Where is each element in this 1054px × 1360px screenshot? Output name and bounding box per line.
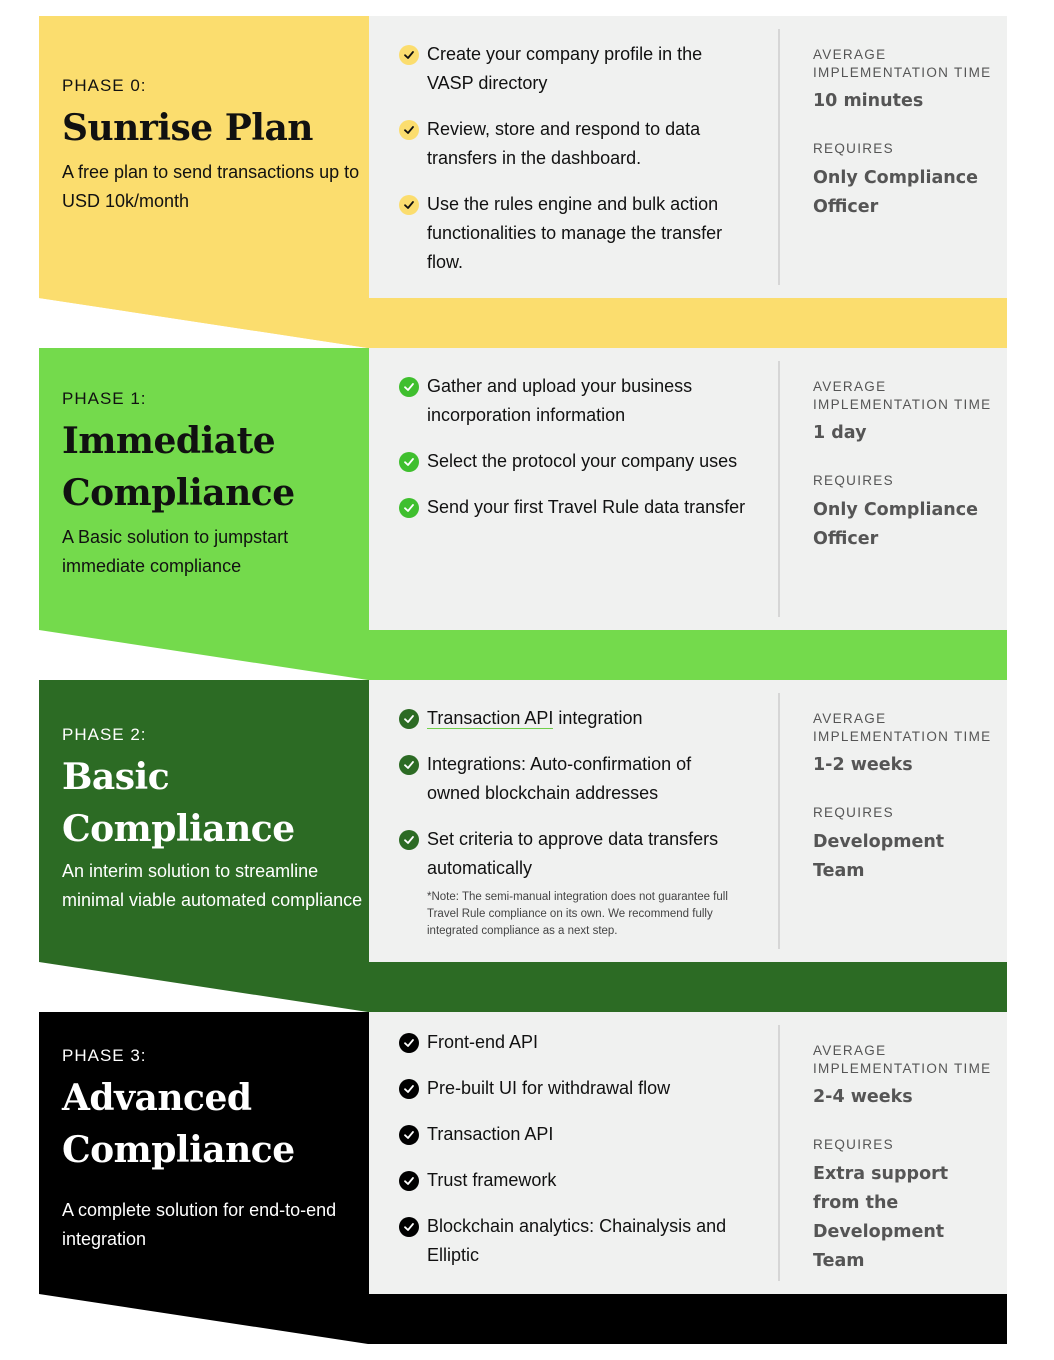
avg-time-value: 1-2 weeks <box>813 755 913 775</box>
check-icon <box>399 755 419 775</box>
transaction-api-link[interactable]: Transaction API <box>427 708 554 728</box>
phase-0-section <box>39 16 1007 348</box>
avg-time-label: AVERAGE IMPLEMENTATION TIME <box>813 711 992 744</box>
task-item <box>399 447 749 476</box>
task-item <box>399 40 749 98</box>
requires-label: REQUIRES <box>813 1137 894 1152</box>
avg-time-label: AVERAGE IMPLEMENTATION TIME <box>813 1043 992 1076</box>
task-text: Set criteria to approve data transfers automatically <box>427 829 719 878</box>
phase-1-section <box>39 348 1007 680</box>
task-text <box>427 704 642 733</box>
task-item <box>399 750 749 808</box>
check-icon <box>399 195 419 215</box>
phase-title <box>62 415 369 519</box>
check-icon <box>399 1171 419 1191</box>
requires-value: Development Team <box>813 831 945 881</box>
task-text: Transaction API <box>427 1124 554 1144</box>
task-list <box>399 40 749 294</box>
phase-3-details <box>369 1012 1007 1294</box>
avg-time-value: 10 minutes <box>813 91 924 111</box>
task-item <box>399 1212 749 1270</box>
check-icon <box>399 1079 419 1099</box>
phase-label: PHASE 1: <box>62 389 147 408</box>
task-text: Front-end API <box>427 1032 539 1052</box>
phase-label: PHASE 2: <box>62 725 147 744</box>
avg-time-label: AVERAGE IMPLEMENTATION TIME <box>813 47 992 80</box>
task-text-rest: integration <box>553 708 643 728</box>
phase-subtitle: An interim solution to streamline minimal viable automated compliance <box>62 861 363 910</box>
phase-0-details <box>369 16 1007 298</box>
phase-title <box>62 102 369 154</box>
phase-title-line: Immediate <box>62 420 276 462</box>
requires-label: REQUIRES <box>813 805 894 820</box>
phase-title <box>62 751 369 855</box>
check-icon <box>399 1217 419 1237</box>
phase-subtitle: A free plan to send transactions up to USD 10k/month <box>62 162 360 211</box>
phase-meta <box>813 46 993 222</box>
phase-1-header <box>39 348 369 630</box>
task-text: Select the protocol your company uses <box>427 451 738 471</box>
task-text: Gather and upload your business incorporation information <box>427 376 693 425</box>
phase-label: PHASE 3: <box>62 1046 147 1065</box>
phase-2-taper <box>39 962 1007 1012</box>
check-icon <box>399 1033 419 1053</box>
avg-time-value: 1 day <box>813 423 867 443</box>
phase-meta <box>813 378 993 554</box>
check-icon <box>399 452 419 472</box>
task-item <box>399 1166 749 1195</box>
phase-title-line: Sunrise Plan <box>62 107 313 149</box>
phase-title-line: Compliance <box>62 808 295 850</box>
task-item <box>399 704 749 733</box>
phase-1-details <box>369 348 1007 630</box>
task-item <box>399 115 749 173</box>
column-divider <box>778 361 780 617</box>
task-list <box>399 372 749 539</box>
avg-time-value: 2-4 weeks <box>813 1087 913 1107</box>
phase-subtitle: A complete solution for end-to-end integration <box>62 1200 337 1249</box>
check-icon <box>399 377 419 397</box>
task-list <box>399 1028 749 1287</box>
phase-0-header <box>39 16 369 298</box>
phase-0-taper <box>39 298 1007 348</box>
task-item <box>399 1028 749 1057</box>
phase-subtitle: A Basic solution to jumpstart immediate compliance <box>62 527 289 576</box>
column-divider <box>778 693 780 949</box>
task-list <box>399 704 749 940</box>
task-text: Blockchain analytics: Chainalysis and Elliptic <box>427 1216 727 1265</box>
task-text: Use the rules engine and bulk action functionalities to manage the transfer flow. <box>427 194 723 272</box>
task-item <box>399 825 749 883</box>
requires-label: REQUIRES <box>813 141 894 156</box>
phase-title-line: Advanced <box>62 1077 252 1119</box>
check-icon <box>399 830 419 850</box>
task-text: Pre-built UI for withdrawal flow <box>427 1078 671 1098</box>
requires-value: Only Compliance Officer <box>813 499 978 549</box>
check-icon <box>399 498 419 518</box>
phase-2-section <box>39 680 1007 1012</box>
task-text: Review, store and respond to data transfers in the dashboard. <box>427 119 701 168</box>
column-divider <box>778 29 780 285</box>
task-text: Trust framework <box>427 1170 557 1190</box>
phase-3-section <box>39 1012 1007 1344</box>
task-item <box>399 493 749 522</box>
check-icon <box>399 120 419 140</box>
phase-title-line: Compliance <box>62 472 295 514</box>
check-icon <box>399 709 419 729</box>
phase-title <box>62 1072 369 1176</box>
requires-label: REQUIRES <box>813 473 894 488</box>
phase-3-header <box>39 1012 369 1294</box>
column-divider <box>778 1025 780 1281</box>
integration-note: *Note: The semi-manual integration does not guarantee full Travel Rule compliance on its own. We recommend fully integrated compliance as a next step. <box>427 891 728 937</box>
phase-meta <box>813 1042 993 1276</box>
task-item <box>399 1120 749 1149</box>
phase-1-taper <box>39 630 1007 680</box>
phase-label: PHASE 0: <box>62 76 147 95</box>
phase-2-header <box>39 680 369 962</box>
phase-title-line: Basic <box>62 756 170 798</box>
task-text: Integrations: Auto-confirmation of owned blockchain addresses <box>427 754 692 803</box>
task-text: Send your first Travel Rule data transfer <box>427 497 746 517</box>
phase-meta <box>813 710 993 886</box>
phase-2-details <box>369 680 1007 962</box>
requires-value: Only Compliance Officer <box>813 167 978 217</box>
phase-title-line: Compliance <box>62 1129 295 1171</box>
check-icon <box>399 1125 419 1145</box>
task-text: Create your company profile in the VASP directory <box>427 44 703 93</box>
task-item <box>399 372 749 430</box>
requires-value: Extra support from the Development Team <box>813 1163 949 1271</box>
task-item <box>399 190 749 277</box>
task-item <box>399 1074 749 1103</box>
phase-3-taper <box>39 1294 1007 1344</box>
check-icon <box>399 45 419 65</box>
avg-time-label: AVERAGE IMPLEMENTATION TIME <box>813 379 992 412</box>
